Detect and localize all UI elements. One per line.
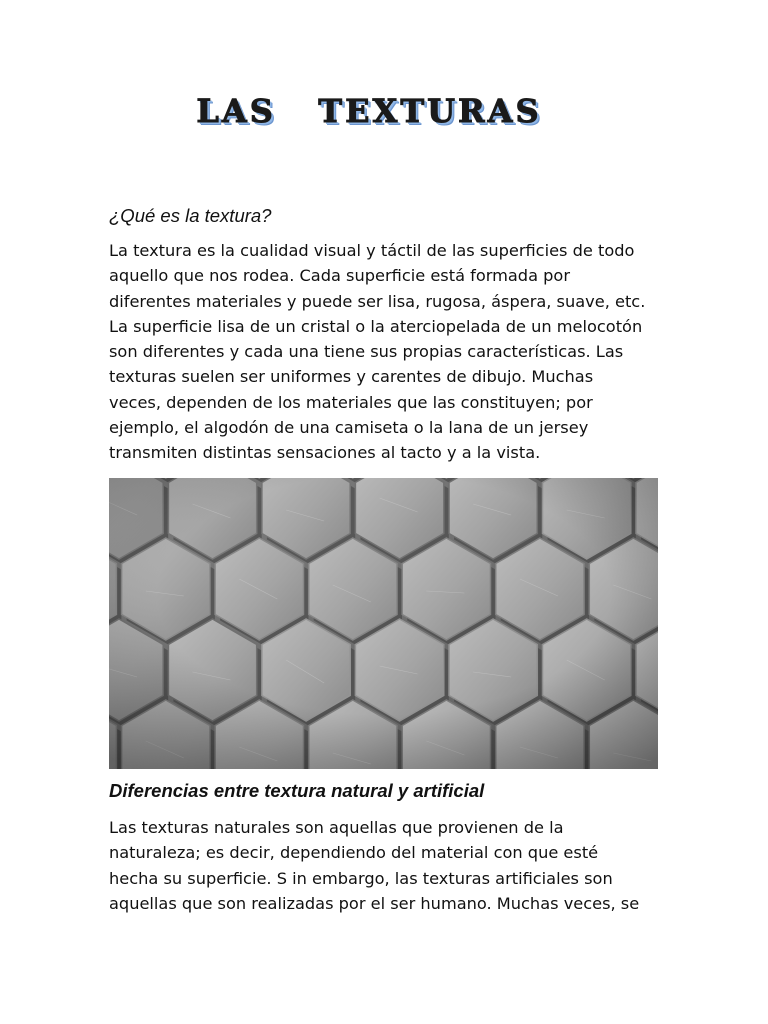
section-paragraph-what-is-texture (109, 238, 669, 466)
page-title: LAS TEXTURAS (196, 92, 542, 130)
paragraph-line: transmiten distintas sensaciones al tacto y a la vista. (109, 443, 541, 463)
paragraph-line: veces, dependen de los materiales que las constituyen; por (109, 392, 593, 412)
paragraph-line: hecha su superficie. S in embargo, las texturas artificiales son (109, 868, 613, 888)
section-heading-natural-vs-artificial: Diferencias entre textura natural y artificial (109, 780, 485, 801)
paragraph-line: aquello que nos rodea. Cada superficie está formada por (109, 266, 570, 286)
paragraph-line: Las texturas naturales son aquellas que provienen de la (109, 818, 564, 837)
paragraph-line: aquellas que son realizadas por el ser humano. Muchas veces, se (109, 893, 640, 913)
section-paragraph-natural-vs-artificial (109, 815, 669, 916)
hexagon-tiles-illustration (109, 478, 658, 769)
paragraph-line: son diferentes y cada una tiene sus propias características. Las (109, 342, 624, 362)
paragraph-line: La superficie lisa de un cristal o la aterciopelada de un melocotón (109, 316, 643, 336)
hexagon-texture-image (109, 478, 658, 769)
paragraph-line: diferentes materiales y puede ser lisa, rugosa, áspera, suave, etc. (109, 291, 646, 311)
paragraph-line: texturas suelen ser uniformes y carentes de dibujo. Muchas (109, 367, 594, 387)
paragraph-line: naturaleza; es decir, dependiendo del material con que esté (109, 843, 599, 863)
paragraph-line: ejemplo, el algodón de una camiseta o la lana de un jersey (109, 418, 589, 438)
paragraph-line: La textura es la cualidad visual y táctil de las superficies de todo (109, 241, 635, 260)
section-heading-what-is-texture: ¿Qué es la textura? (109, 205, 272, 226)
